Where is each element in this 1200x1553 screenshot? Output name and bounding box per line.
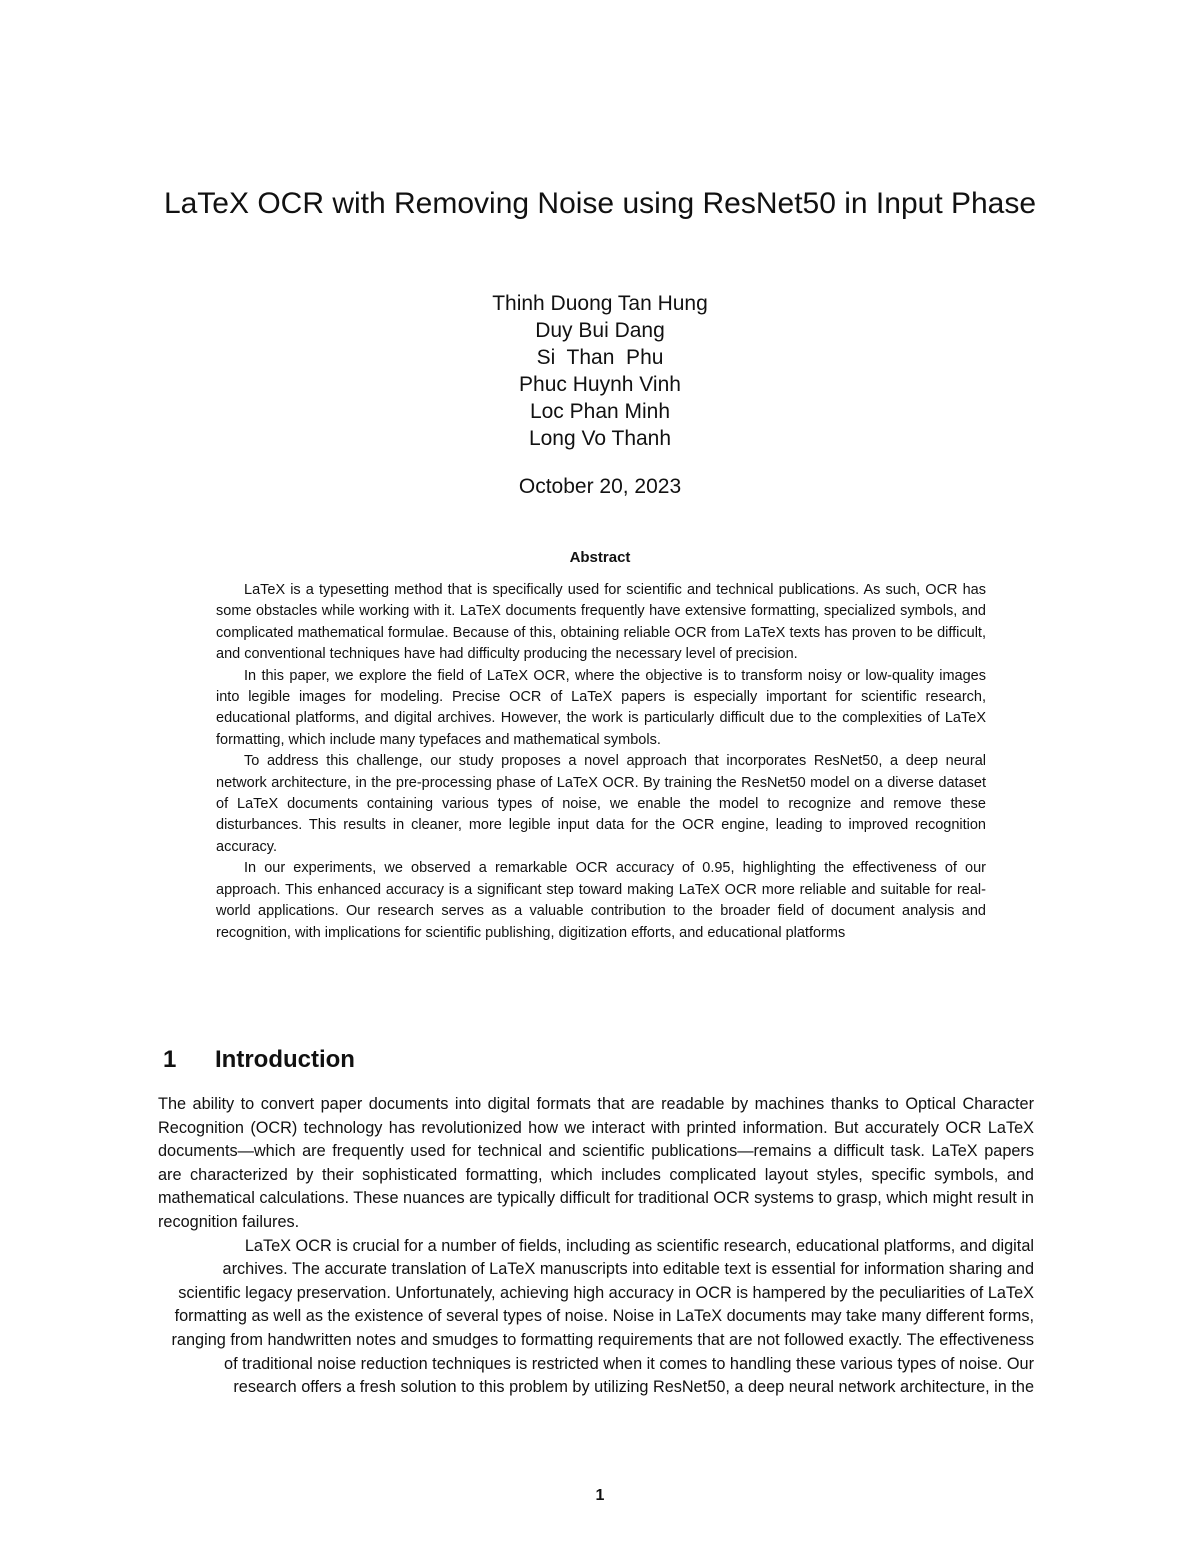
section-heading-introduction — [163, 1043, 863, 1077]
introduction-body — [158, 1093, 1034, 1400]
introduction-paragraph: The ability to convert paper documents into digital formats that are readable by machines thanks to Optical Character Recognition (OCR) technology has revolutionized how we interact with printed information. But accurately OCR LaTeX documents—which are frequently used for technical and scientific publications—remains a difficult task. LaTeX papers are characterized by their sophisticated formatting, which includes complicated layout styles, specific symbols, and mathematical calculations. These nuances are typically difficult for traditional OCR systems to grasp, which might result in recognition failures. — [158, 1095, 1034, 1231]
author-name: Phuc Huynh Vinh — [519, 373, 681, 396]
abstract-body — [216, 580, 986, 944]
page-number: 1 — [595, 1487, 605, 1504]
author-list — [300, 290, 900, 452]
abstract-heading: Abstract — [569, 549, 631, 566]
abstract-paragraph: LaTeX is a typesetting method that is specifically used for scientific and technical publications. As such, OCR has some obstacles while working with it. LaTeX documents frequently have extensive formatting, specialized symbols, and complicated mathematical formulae. Because of this, obtaining reliable OCR from LaTeX texts has proven to be difficult, and conventional techniques have had difficulty producing the necessary level of precision. — [216, 582, 986, 663]
author-name: Thinh Duong Tan Hung — [492, 292, 708, 315]
author-name: Si Than Phu — [536, 346, 664, 369]
author-name: Loc Phan Minh — [529, 400, 671, 423]
author-name: Duy Bui Dang — [535, 319, 665, 342]
section-number: 1 — [163, 1046, 177, 1073]
abstract-paragraph: In our experiments, we observed a remarkable OCR accuracy of 0.95, highlighting the effectiveness of our approach. This enhanced accuracy is a significant step toward making LaTeX OCR more reliable and suitable for real-world applications. Our research serves as a valuable contribution to the broader field of document analysis and recognition, with implications for scientific publishing, digitization efforts, and educational platforms — [216, 860, 986, 941]
introduction-paragraph: LaTeX OCR is crucial for a number of fields, including as scientific research, educational platforms, and digital archives. The accurate translation of LaTeX manuscripts into editable text is essential for information sharing and scientific legacy preservation. Unfortunately, achieving high accuracy in OCR is hampered by the peculiarities of LaTeX formatting as well as the existence of several types of noise. Noise in LaTeX documents may take many different forms, ranging from handwritten notes and smudges to formatting requirements that are not followed exactly. The effectiveness of traditional noise reduction techniques is restricted when it comes to handling these various types of noise. Our research offers a fresh solution to this problem by utilizing ResNet50, a deep neural network architecture, in the — [171, 1236, 1034, 1397]
abstract-paragraph: In this paper, we explore the field of LaTeX OCR, where the objective is to transform noisy or low-quality images into legible images for modeling. Precise OCR of LaTeX papers is especially important for scientific research, educational platforms, and digital archives. However, the work is particularly difficult due to the complexities of LaTeX formatting, which include many typefaces and mathematical symbols. — [216, 667, 986, 748]
publication-date: October 20, 2023 — [518, 475, 682, 498]
abstract-paragraph: To address this challenge, our study proposes a novel approach that incorporates ResNet50, a deep neural network architecture, in the pre-processing phase of LaTeX OCR. By training the ResNet50 model on a diverse dataset of LaTeX documents containing various types of noise, we enable the model to recognize and remove these disturbances. This results in cleaner, more legible input data for the OCR engine, leading to improved recognition accuracy. — [216, 753, 986, 855]
section-title: Introduction — [215, 1046, 355, 1073]
paper-title: LaTeX OCR with Removing Noise using ResNet50 in Input Phase — [163, 187, 1037, 220]
author-name: Long Vo Thanh — [528, 427, 672, 450]
